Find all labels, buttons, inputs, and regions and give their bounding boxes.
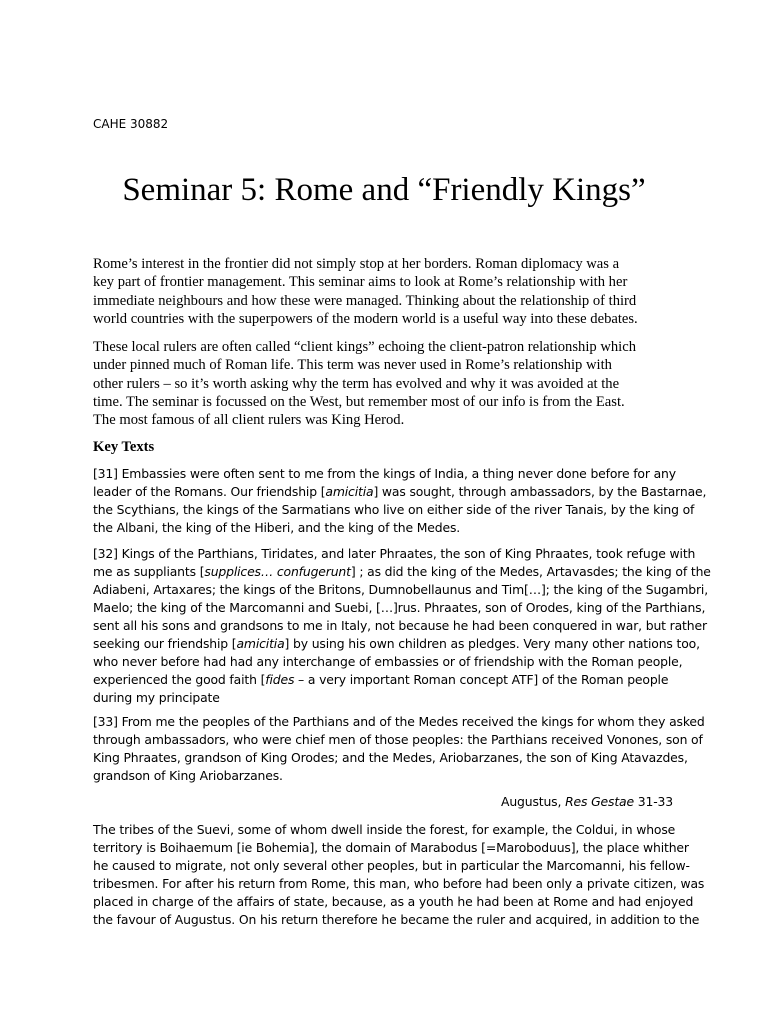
text-line: Maelo; the king of the Marcomanni and Suebi, […]rus. Phraates, son of Orodes, king of the Parthians,: [93, 600, 706, 615]
text-line: key part of frontier management. This seminar aims to look at Rome’s relationship with her: [93, 274, 628, 291]
page-title: Seminar 5: Rome and “Friendly Kings”: [122, 172, 646, 208]
passage-33: [93, 713, 705, 785]
text-line: the favour of Augustus. On his return therefore he became the ruler and acquired, in addition to the: [93, 912, 700, 927]
intro-paragraph-2: [93, 338, 673, 429]
text-line: [32] Kings of the Parthians, Tiridates, and later Phraates, the son of King Phraates, took refuge with: [93, 546, 696, 561]
passage-suevi: [93, 821, 705, 929]
passage-31: [93, 465, 707, 537]
key-texts-heading: Key Texts: [93, 439, 155, 455]
text-line: sent all his sons and grandsons to me in Italy, not because he had been conquered in war, but rather: [93, 618, 707, 633]
passage-32: [93, 545, 711, 707]
text-line: Rome’s interest in the frontier did not simply stop at her borders. Roman diplomacy was a: [93, 256, 620, 272]
text-line: Adiabeni, Artaxares; the kings of the Britons, Dumnobellaunus and Tim[…]; the king of the Sugambri,: [93, 582, 708, 597]
text-line: time. The seminar is focussed on the West, but remember most of our info is from the East.: [93, 393, 625, 410]
text-line: the Scythians, the kings of the Sarmatians who live on either side of the river Tanais, by the king of: [93, 502, 695, 517]
text-line: other rulers – so it’s worth asking why the term has evolved and why it was avoided at the: [93, 375, 620, 392]
text-line: he caused to migrate, not only several other peoples, but in particular the Marcomanni, his fellow-: [93, 858, 690, 873]
citation: Augustus, Res Gestae 31-33: [501, 794, 673, 809]
text-line: grandson of King Ariobarzanes.: [93, 768, 283, 783]
text-line: during my principate: [93, 690, 220, 705]
text-line: the Albani, the king of the Hiberi, and the king of the Medes.: [93, 520, 461, 535]
text-line: seeking our friendship [amicitia] by using his own children as pledges. Very many other nations too,: [93, 636, 700, 651]
text-line: me as suppliants [supplices… confugerunt] ; as did the king of the Medes, Artavasdes; the king of the: [93, 564, 711, 579]
text-line: experienced the good faith [fides – a very important Roman concept ATF] of the Roman people: [93, 672, 669, 687]
text-line: tribesmen. For after his return from Rome, this man, who before had been only a private citizen, was: [93, 876, 705, 891]
intro-paragraph-1: [93, 255, 673, 328]
text-line: The most famous of all client rulers was King Herod.: [93, 412, 405, 429]
text-line: [31] Embassies were often sent to me from the kings of India, a thing never done before for any: [93, 466, 676, 481]
text-line: world countries with the superpowers of the modern world is a useful way into these debates.: [93, 310, 638, 327]
text-line: leader of the Romans. Our friendship [amicitia] was sought, through ambassadors, by the Bastarnae,: [93, 484, 707, 499]
text-line: The tribes of the Suevi, some of whom dwell inside the forest, for example, the Coldui, in whose: [93, 822, 676, 837]
text-line: [33] From me the peoples of the Parthians and of the Medes received the kings for whom they asked: [93, 714, 705, 729]
text-line: immediate neighbours and how these were managed. Thinking about the relationship of third: [93, 292, 637, 309]
text-line: through ambassadors, who were chief men of those peoples: the Parthians received Vonones, son of: [93, 732, 703, 747]
text-line: territory is Boihaemum [ie Bohemia], the domain of Marabodus [=Maroboduus], the place whither: [93, 840, 689, 855]
text-line: placed in charge of the affairs of state, because, as a youth he had been at Rome and had enjoyed: [93, 894, 694, 909]
text-line: under pinned much of Roman life. This term was never used in Rome’s relationship with: [93, 357, 612, 374]
text-line: These local rulers are often called “client kings” echoing the client-patron relationship which: [93, 339, 636, 355]
course-code: CAHE 30882: [93, 117, 169, 131]
text-line: King Phraates, grandson of King Orodes; and the Medes, Ariobarzanes, the son of King Atavazdes,: [93, 750, 688, 765]
text-line: who never before had had any interchange of embassies or of friendship with the Roman people,: [93, 654, 683, 669]
